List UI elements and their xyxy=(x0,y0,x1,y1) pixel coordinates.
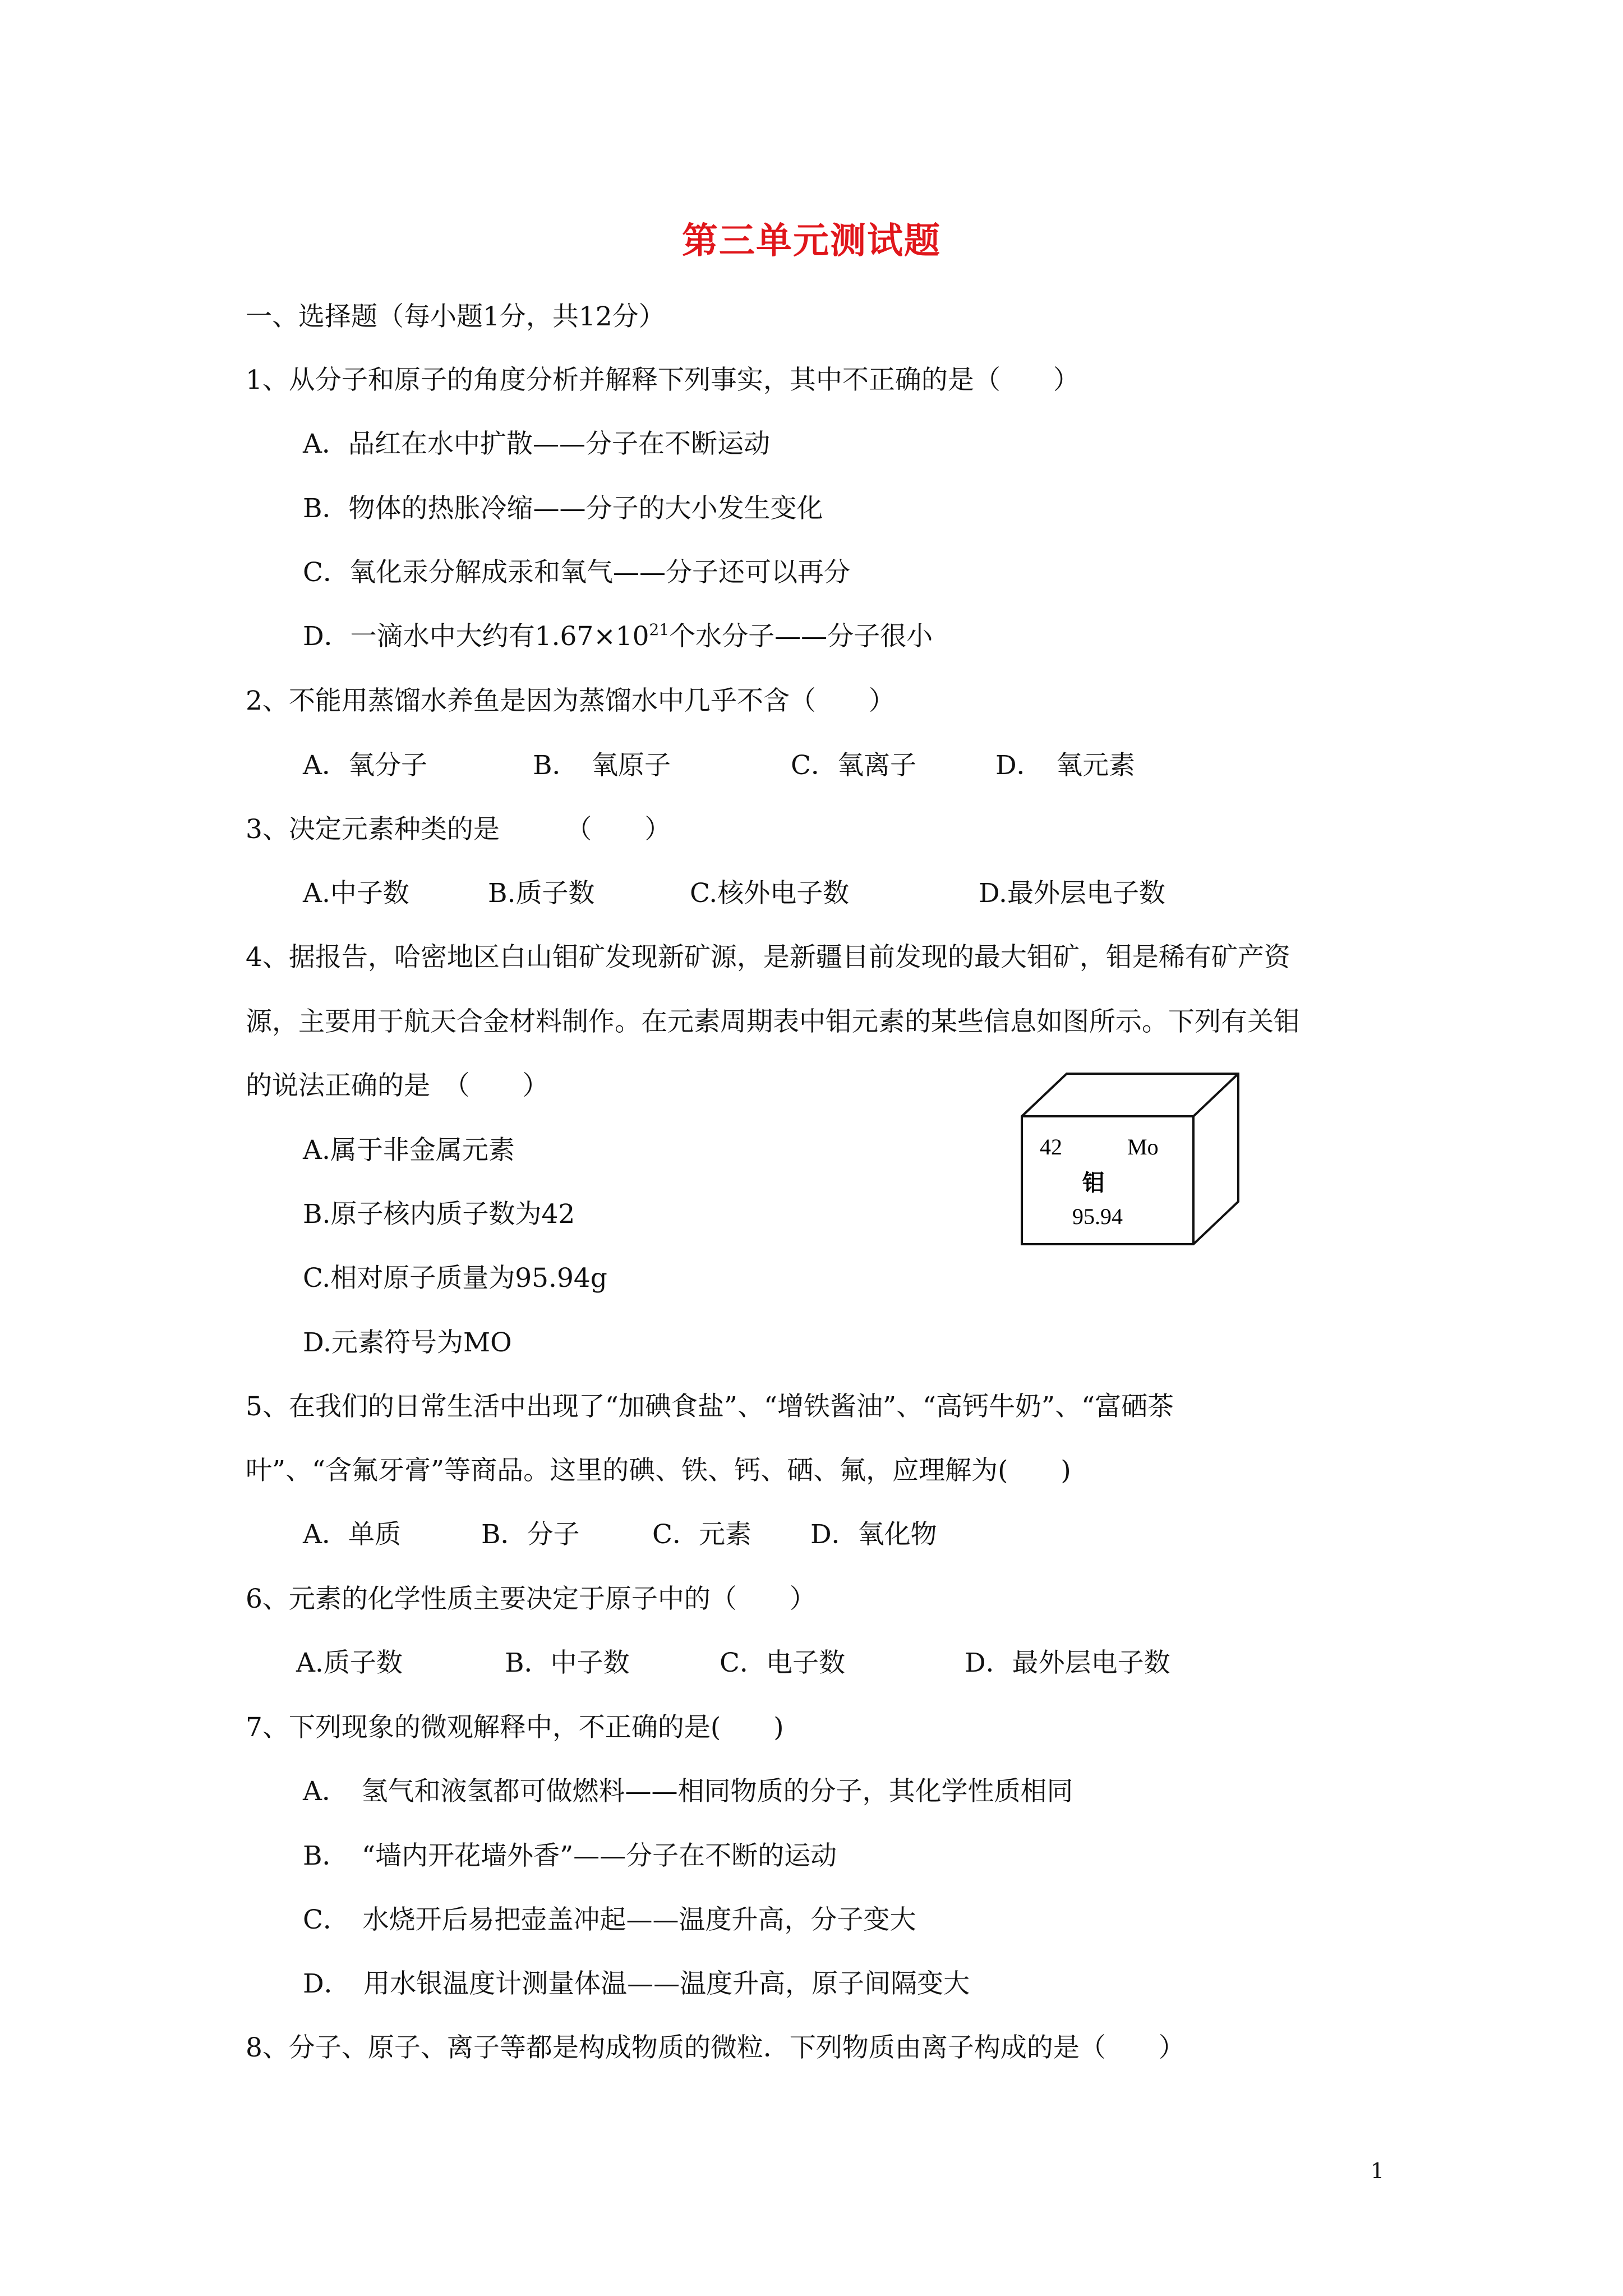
q7-option-b: B． “墙内开花墙外香”——分子在不断的运动 xyxy=(303,1841,837,1871)
q5-stem-line1: 5、在我们的日常生活中出现了“加碘食盐”、“增铁酱油”、“高钙牛奶”、“富硒茶 xyxy=(246,1391,1174,1422)
q1-option-d-suffix: 个水分子——分子很小 xyxy=(669,621,933,652)
q7-option-c: C． 水烧开后易把壶盖冲起——温度升高，分子变大 xyxy=(303,1904,916,1935)
q6-option-c: C．电子数 xyxy=(720,1648,845,1678)
section-heading: 一、选择题（每小题1分，共12分） xyxy=(246,301,665,332)
q3-option-d: D.最外层电子数 xyxy=(979,878,1165,909)
q5-stem-line2: 叶”、“含氟牙膏”等商品。这里的碘、铁、钙、硒、氟，应理解为( ) xyxy=(246,1455,1071,1486)
q1-option-d-prefix: D．一滴水中大约有1.67×10 xyxy=(303,621,649,652)
q2-option-b: B． 氧原子 xyxy=(533,750,671,781)
q6-option-b: B．中子数 xyxy=(505,1648,630,1678)
q3-options xyxy=(0,877,1623,910)
q6-stem: 6、元素的化学性质主要决定于原子中的（ ） xyxy=(246,1584,816,1614)
q1-option-d xyxy=(303,620,933,654)
element-atomic-mass: 95.94 xyxy=(1072,1204,1123,1229)
q8-stem: 8、分子、原子、离子等都是构成物质的微粒．下列物质由离子构成的是（ ） xyxy=(246,2032,1185,2063)
q6-option-a: A.质子数 xyxy=(296,1648,403,1678)
q4-stem-line1: 4、据报告，哈密地区白山钼矿发现新矿源，是新疆目前发现的最大钼矿，钼是稀有矿产资 xyxy=(246,942,1290,973)
element-name: 钼 xyxy=(1082,1170,1105,1195)
q4-stem-line3: 的说法正确的是 （ ） xyxy=(246,1070,549,1101)
q7-option-d: D． 用水银温度计测量体温——温度升高，原子间隔变大 xyxy=(303,1968,970,1999)
q3-option-a: A.中子数 xyxy=(303,878,409,909)
q4-option-a: A.属于非金属元素 xyxy=(303,1135,515,1166)
q6-options xyxy=(0,1646,1623,1680)
q7-option-a: A． 氢气和液氢都可做燃料——相同物质的分子，其化学性质相同 xyxy=(303,1776,1073,1807)
element-symbol: Mo xyxy=(1127,1134,1159,1159)
q1-option-b: B．物体的热胀冷缩——分子的大小发生变化 xyxy=(303,493,823,524)
q4-stem-line2: 源，主要用于航天合金材料制作。在元素周期表中钼元素的某些信息如图所示。下列有关钼 xyxy=(246,1006,1300,1037)
q1-stem: 1、从分子和原子的角度分析并解释下列事实，其中不正确的是（ ） xyxy=(246,365,1080,395)
q2-option-a: A．氧分子 xyxy=(303,750,427,781)
page-number: 1 xyxy=(1371,2159,1385,2183)
element-atomic-number: 42 xyxy=(1040,1134,1062,1159)
page-title: 第三单元测试题 xyxy=(682,220,941,262)
q4-option-c: C.相对原子质量为95.94g xyxy=(303,1263,607,1294)
q5-option-b: B．分子 xyxy=(481,1519,580,1550)
q1-option-d-exponent: 21 xyxy=(649,620,670,639)
q3-option-b: B.质子数 xyxy=(488,878,595,909)
element-card-molybdenum xyxy=(1021,1073,1245,1254)
q5-option-d: D．氧化物 xyxy=(810,1519,937,1550)
q4-option-b: B.原子核内质子数为42 xyxy=(303,1199,575,1230)
q7-stem: 7、下列现象的微观解释中，不正确的是( ) xyxy=(246,1712,784,1743)
q2-stem: 2、不能用蒸馏水养鱼是因为蒸馏水中几乎不含（ ） xyxy=(246,685,895,716)
q3-stem: 3、决定元素种类的是 （ ） xyxy=(246,814,671,845)
q5-options xyxy=(0,1518,1623,1552)
q3-option-c: C.核外电子数 xyxy=(690,878,850,909)
q2-options xyxy=(0,749,1623,783)
q2-option-c: C．氧离子 xyxy=(791,750,916,781)
q6-option-d: D．最外层电子数 xyxy=(965,1648,1170,1678)
q1-option-c: C．氧化汞分解成汞和氧气——分子还可以再分 xyxy=(303,557,850,588)
q5-option-c: C．元素 xyxy=(652,1519,751,1550)
q1-option-a: A．品红在水中扩散——分子在不断运动 xyxy=(303,429,770,459)
q4-option-d: D.元素符号为MO xyxy=(303,1327,512,1358)
q5-option-a: A．单质 xyxy=(303,1519,401,1550)
q2-option-d: D． 氧元素 xyxy=(995,750,1136,781)
element-card-graphic xyxy=(1021,1073,1245,1252)
